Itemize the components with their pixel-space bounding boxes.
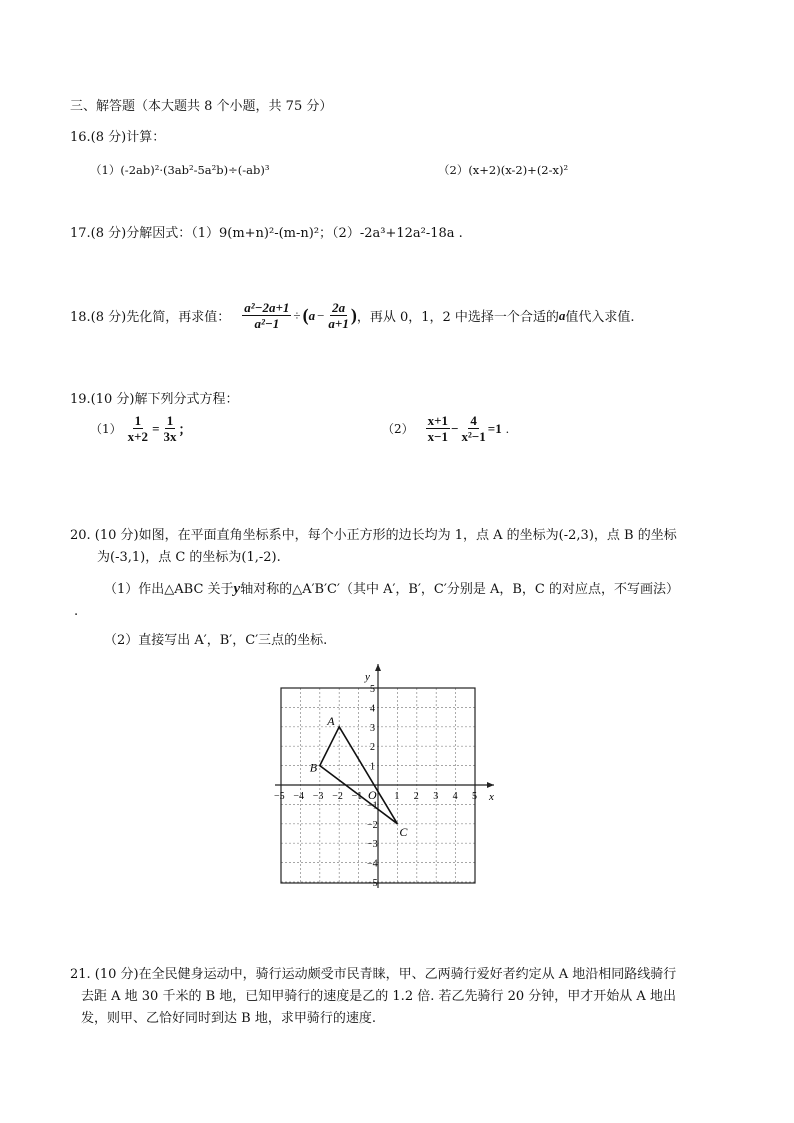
q18-var-a: a: [308, 307, 316, 323]
q19-part1: [90, 413, 192, 444]
point-label-c: C: [399, 824, 408, 839]
q19-p1-rhs-den: 3x: [163, 429, 177, 444]
q16-part1: （1）(-2ab)²·(3ab²-5a²b)÷(-ab)³: [90, 163, 270, 177]
x-tick-label: −1: [351, 791, 363, 802]
q18-row: [70, 300, 635, 331]
q21-line1: 21. (10 分)在全民健身运动中，骑行运动颇受市民青睐，甲、乙两骑行爱好者约定从 A 地沿相同路线骑行: [70, 967, 677, 982]
q16-part2: （2）(x+2)(x-2)+(2-x)²: [438, 163, 569, 177]
q20-part1-post: 轴对称的△A′B′C′（其中 A′，B′，C′分别是 A，B，C 的对应点，不写画法）: [240, 582, 679, 597]
x-tick-label: 1: [394, 791, 400, 802]
q20-part1-pre: （1）作出△ABC 关于: [104, 582, 234, 597]
x-tick-label: −4: [293, 791, 305, 802]
x-axis-label: x: [489, 791, 494, 803]
q20-part1-var: y: [233, 581, 241, 597]
q19-p2-f2-num: 4: [470, 413, 477, 428]
x-tick-label: 5: [472, 791, 477, 802]
section-heading: 三、解答题（本大题共 8 个小题，共 75 分）: [70, 99, 333, 114]
q19-p2-label: （2）: [382, 422, 414, 436]
coordinate-graph: [270, 660, 510, 890]
q21-line3: 发，则甲、乙恰好同时到达 B 地，求甲骑行的速度.: [81, 1011, 376, 1026]
q18-open-paren: (: [302, 305, 309, 325]
q19-p1-end: ；: [178, 422, 192, 437]
q19-p1-lhs-num: 1: [134, 413, 142, 428]
q20-part1: [104, 580, 679, 599]
q18-close-paren: ): [350, 305, 357, 325]
q18-suffix-post: 值代入求值.: [565, 310, 635, 325]
q19-p2-end: .: [505, 420, 509, 436]
q18-frac2-denominator: a+1: [328, 316, 349, 331]
y-tick-label: −4: [367, 858, 378, 870]
q18-suffix-var: a: [558, 307, 566, 323]
q19-p1-lhs: [126, 413, 150, 444]
y-tick-label: −3: [367, 839, 378, 851]
triangle-abc: [310, 714, 409, 839]
y-axis-arrow: [375, 664, 381, 671]
x-tick-label: −2: [332, 791, 343, 802]
q19-p2-frac2: [459, 413, 487, 444]
point-label-b: B: [309, 760, 318, 775]
q19-p2-frac1: [426, 413, 450, 444]
q18-frac1-numerator: a²−2a+1: [244, 300, 290, 315]
y-tick-label: 5: [370, 684, 375, 695]
q18-frac1-denominator: a²−1: [254, 316, 280, 331]
q20-part2: （2）直接写出 A′，B′，C′三点的坐标.: [104, 633, 328, 648]
x-tick-label: 4: [452, 791, 458, 802]
x-tick-label: 3: [433, 791, 439, 802]
x-tick-label: 2: [413, 791, 419, 802]
y-tick-label: −5: [367, 878, 378, 889]
origin-label: O: [368, 788, 377, 802]
q18-minus: −: [317, 307, 325, 323]
q18-frac2-numerator: 2a: [332, 300, 346, 315]
q20-part1-dot: .: [74, 604, 79, 619]
q19-stem: 19.(10 分)解下列分式方程：: [70, 392, 239, 407]
q19-p2-minus: −: [451, 420, 459, 436]
q21-line2: 去距 A 地 30 千米的 B 地，已知甲骑行的速度是乙的 1.2 倍. 若乙先骑行 20 分钟，甲才开始从 A 地出: [81, 989, 676, 1004]
q19-p1-lhs-den: x+2: [127, 429, 149, 444]
q20-line2: 为(-3,1)，点 C 的坐标为(1,-2).: [97, 550, 281, 565]
q19-p1-equals: =: [152, 420, 160, 436]
q18-fraction-2: [326, 300, 350, 331]
x-axis-arrow: [487, 782, 494, 788]
q18-prefix: 18.(8 分)先化简，再求值：: [70, 310, 231, 325]
q19-p2-f1-den: x−1: [427, 429, 449, 444]
q18-suffix-pre: ，再从 0，1，2 中选择一个合适的: [356, 310, 559, 325]
y-tick-label: 4: [370, 703, 375, 715]
q17-stem: 17.(8 分)分解因式：（1）9(m+n)²-(m-n)²；（2）-2a³+12a²-18a .: [70, 226, 463, 241]
y-tick-label: −1: [367, 800, 378, 812]
q16-stem: 16.(8 分)计算：: [70, 130, 166, 145]
q19-p2-f2-den: x²−1: [461, 429, 486, 444]
axes: [275, 664, 494, 888]
q18-divide: ÷: [293, 307, 301, 323]
q20-line1: 20. (10 分)如图，在平面直角坐标系中，每个小正方形的边长均为 1，点 A 的坐标为(-2,3)，点 B 的坐标: [70, 528, 677, 543]
q19-p1-rhs: [161, 413, 178, 444]
q19-p1-rhs-num: 1: [166, 413, 174, 428]
q19-p1-label: （1）: [90, 422, 122, 436]
x-tick-label: −3: [312, 791, 324, 802]
y-tick-label: 1: [370, 761, 375, 773]
y-tick-label: 3: [370, 722, 375, 734]
q19-p2-rhs: =1: [487, 420, 502, 436]
q19-p2-f1-num: x+1: [427, 413, 449, 428]
q19-part2: [382, 413, 509, 444]
y-tick-label: 2: [370, 742, 375, 754]
y-tick-label: −2: [367, 819, 378, 831]
x-tick-label: −5: [274, 791, 285, 802]
point-label-a: A: [327, 713, 335, 728]
y-axis-label: y: [365, 671, 370, 683]
q18-fraction-1: [242, 300, 291, 331]
